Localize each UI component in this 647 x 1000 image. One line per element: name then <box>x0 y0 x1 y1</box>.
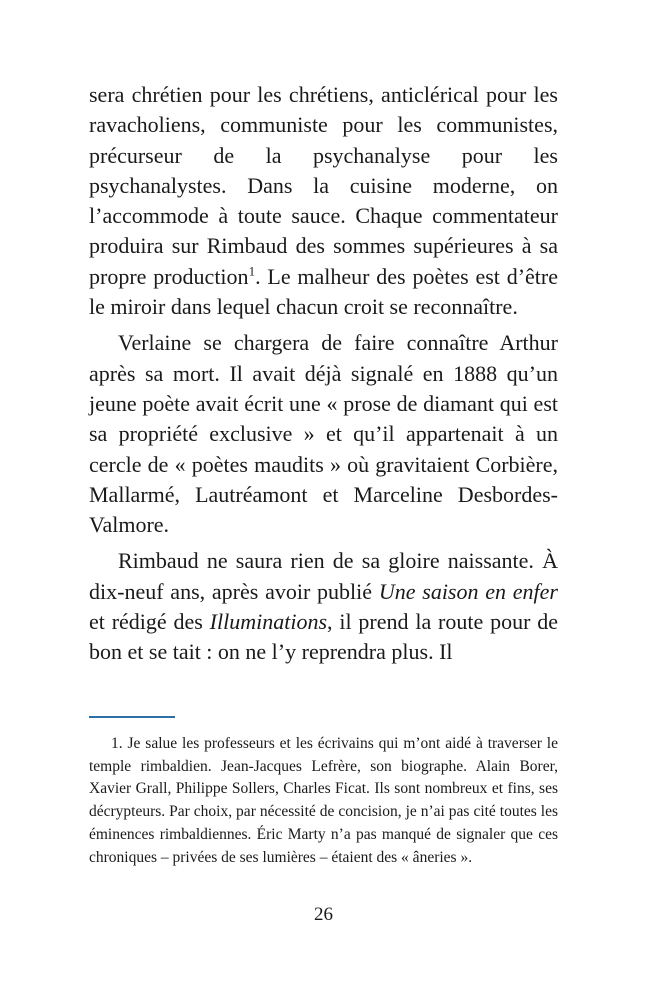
paragraph-3 <box>89 546 558 667</box>
page-number: 26 <box>314 904 333 925</box>
paragraph-1-end: . Le malheur des poètes est d’être le miroir dans lequel chacun croit se reconnaître. <box>89 263 559 320</box>
book-title-une-saison-en-enfer: Une saison en enfer <box>378 578 558 604</box>
paragraph-2: Verlaine se chargera de faire connaître Arthur après sa mort. Il avait déjà signalé en 1888 qu’un jeune poète avait écrit une « prose de diamant qui est sa propriété exclusive » et qu’il appartenait à un cercle de « poètes maudits » où gravitaient Corbière, Mallarmé, Lautréamont et Marceline Desbordes-Valmore. <box>89 330 558 538</box>
paragraph-3-end: , il prend la route pour de bon et se tait : on ne l’y reprendra plus. Il <box>89 609 558 665</box>
footnote-text: 1. Je salue les professeurs et les écrivains qui m’ont aidé à traverser le temple rimbaldien. Jean-Jacques Lefrère, son biographe. Alain Borer, Xavier Grall, Philippe Sollers, Charles Ficat. Ils sont nombreux et fins, ses décrypteurs. Par choix, par nécessité de concision, je n’ai pas cité toutes les éminences rimbaldiennes. Éric Marty n’a pas manqué de signaler que ces chroniques – privées de ses lumières – étaient des « âneries ». <box>89 735 558 866</box>
paragraph-1 <box>89 80 558 322</box>
main-text <box>89 80 558 668</box>
footnote-separator <box>89 716 175 718</box>
paragraph-1-text: sera chrétien pour les chrétiens, anticlérical pour les ravacholiens, communiste pour les communistes, précurseur de la psychanalyse pour les psychanalystes. Dans la cuisine moderne, on l’accommode à toute sauce. Chaque commentateur produira sur Rimbaud des sommes supérieures à sa propre production <box>89 82 558 289</box>
footnote <box>89 733 558 869</box>
paragraph-3-start: Rimbaud ne saura rien de sa gloire naissante. À dix-neuf ans, après avoir publié <box>89 548 558 604</box>
paragraph-3-mid: et rédigé des <box>89 609 210 635</box>
book-title-illuminations: Illuminations <box>209 609 328 635</box>
footnote-reference: 1 <box>248 263 256 279</box>
